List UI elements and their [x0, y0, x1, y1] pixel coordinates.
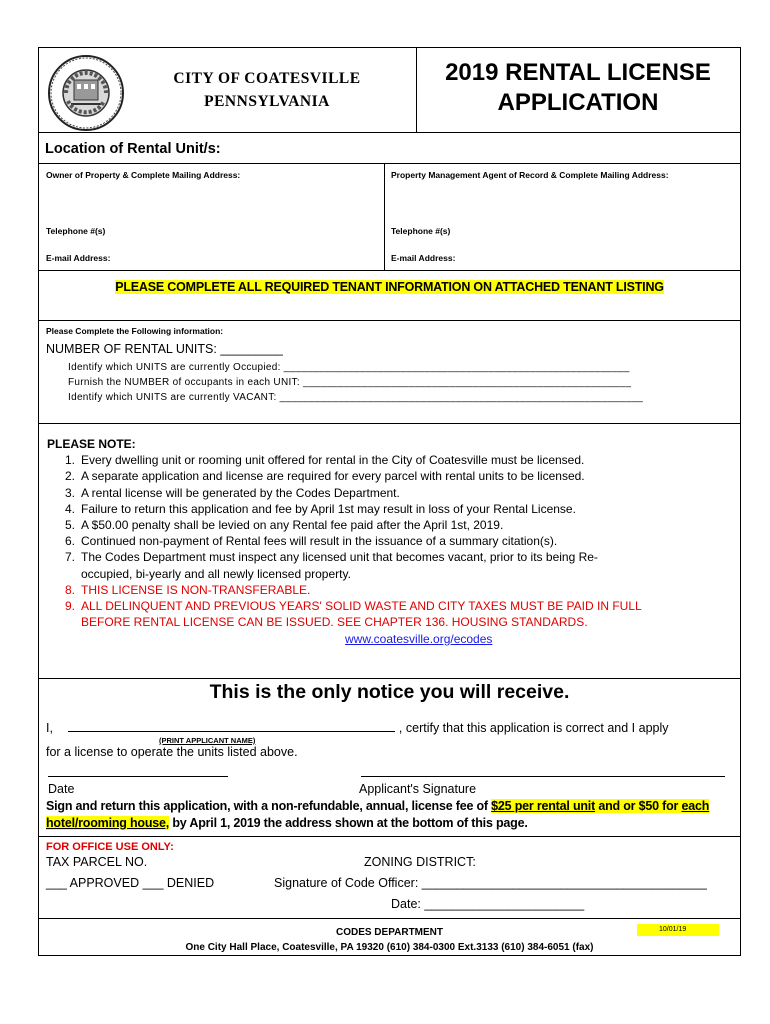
item-text: The Codes Department must inspect any licensed unit that becomes vacant, prior to its being Re-occupied, bi-yearly and all newly licensed property.: [81, 550, 598, 581]
fee-text: Sign and return this application, with a non-refundable, annual, license fee of: [46, 799, 492, 813]
certify-line: [46, 719, 736, 735]
office-date-field[interactable]: Date: _______________________: [391, 897, 585, 911]
occupied-units-field[interactable]: Identify which UNITS are currently Occupied: ___________________________________________________________: [68, 362, 630, 373]
list-item: [55, 517, 707, 533]
item-number: 4.: [64, 501, 75, 516]
state-line: PENNSYLVANIA: [204, 93, 330, 110]
fee-highlight: $25 per rental unit: [491, 799, 596, 813]
page-title: [417, 58, 739, 118]
approval-status-field[interactable]: ___ APPROVED ___ DENIED: [46, 876, 215, 890]
certify-text: , certify that this application is correct and I apply: [398, 721, 669, 735]
divider: [39, 423, 740, 424]
list-item: [55, 485, 707, 501]
date-field[interactable]: [48, 776, 228, 777]
tenant-listing-notice: [39, 280, 740, 294]
list-item: [55, 598, 665, 630]
item-text: Failure to return this application and fee by April 1st may result in loss of your Rental License.: [81, 501, 576, 516]
zoning-district-field[interactable]: ZONING DISTRICT:: [364, 855, 476, 869]
item-number: 6.: [64, 534, 75, 549]
title-line-1: 2019 RENTAL LICENSE: [445, 59, 711, 86]
notes-list: [55, 452, 707, 630]
column-divider: [384, 163, 385, 270]
license-line: for a license to operate the units listed above.: [46, 745, 298, 759]
item-text: Every dwelling unit or rooming unit offered for rental in the City of Coatesville must be licensed.: [81, 453, 585, 468]
fee-instructions: [46, 798, 726, 832]
item-number: 7.: [64, 550, 75, 565]
footer-department: CODES DEPARTMENT: [335, 927, 444, 938]
list-item: [55, 452, 707, 468]
item-text: A $50.00 penalty shall be levied on any Rental fee paid after the April 1st, 2019.: [81, 518, 504, 533]
application-form: [38, 47, 741, 956]
location-heading: Location of Rental Unit/s:: [45, 141, 221, 157]
info-intro: Please Complete the Following information:: [46, 326, 224, 336]
city-name: [127, 67, 407, 113]
office-use-heading: FOR OFFICE USE ONLY:: [46, 841, 174, 853]
fee-highlight: each hotel/rooming house,: [46, 799, 710, 830]
item-number: 1.: [64, 453, 75, 468]
item-text: A rental license will be generated by the Codes Department.: [81, 485, 400, 500]
owner-address-field[interactable]: Owner of Property & Complete Mailing Address:: [46, 170, 241, 180]
vacant-units-field[interactable]: Identify which UNITS are currently VACANT: ______________________________________________________________: [68, 392, 644, 403]
item-number: 2.: [64, 469, 75, 484]
divider: [39, 163, 740, 164]
owner-telephone-field[interactable]: Telephone #(s): [46, 226, 106, 236]
version-badge: 10/01/19: [637, 924, 719, 936]
occupants-field[interactable]: Furnish the NUMBER of occupants in each UNIT: ________________________________________________________: [68, 377, 632, 388]
footer-address: One City Hall Place, Coatesville, PA 19320 (610) 384-0300 Ext.3133 (610) 384-6051 (fax): [185, 942, 594, 953]
list-item: [55, 533, 707, 549]
item-number: 3.: [64, 485, 75, 500]
divider: [39, 132, 740, 133]
print-name-label: (PRINT APPLICANT NAME): [159, 736, 256, 745]
number-units-field[interactable]: NUMBER OF RENTAL UNITS: _________: [46, 342, 283, 356]
item-number: 9.: [64, 599, 75, 614]
tax-parcel-field[interactable]: TAX PARCEL NO.: [46, 855, 148, 869]
fee-text: by April 1, 2019 the address shown at the bottom of this page.: [169, 816, 528, 830]
code-officer-signature-field[interactable]: Signature of Code Officer: _________________________________________: [274, 876, 707, 890]
list-item: [55, 501, 707, 517]
date-label: Date: [48, 782, 75, 796]
agent-address-field[interactable]: Property Management Agent of Record & Complete Mailing Address:: [391, 170, 669, 180]
signature-label: Applicant's Signature: [359, 782, 477, 796]
divider: [39, 270, 740, 271]
divider: [39, 678, 740, 679]
list-item: [55, 468, 707, 484]
codes-link[interactable]: www.coatesville.org/ecodes: [345, 632, 493, 646]
agent-email-field[interactable]: E-mail Address:: [391, 253, 456, 263]
divider: [39, 836, 740, 837]
fee-text-highlighted: and or $50 for: [595, 799, 682, 813]
divider: [39, 918, 740, 919]
agent-telephone-field[interactable]: Telephone #(s): [391, 226, 451, 236]
certify-heading: This is the only notice you will receive.: [209, 681, 570, 703]
signature-field[interactable]: [361, 776, 725, 777]
item-number: 8.: [64, 582, 75, 597]
please-note-heading: PLEASE NOTE:: [47, 437, 136, 451]
i-prefix: I,: [46, 721, 53, 735]
item-number: 5.: [64, 518, 75, 533]
list-item: [55, 549, 645, 581]
applicant-name-field[interactable]: [68, 719, 395, 732]
owner-email-field[interactable]: E-mail Address:: [46, 253, 111, 263]
item-text: Continued non-payment of Rental fees will result in the issuance of a summary citation(s).: [81, 534, 558, 549]
item-text: ALL DELINQUENT AND PREVIOUS YEARS' SOLID WASTE AND CITY TAXES MUST BE PAID IN FULL BEFORE RENTAL LICENSE CAN BE ISSUED. SEE CHAPTER 136. HOUSING STANDARDS.: [81, 599, 642, 630]
divider: [39, 320, 740, 321]
city-line: CITY OF COATESVILLE: [173, 70, 361, 87]
title-line-2: APPLICATION: [497, 89, 659, 116]
please-note-section: [47, 436, 707, 630]
item-text: THIS LICENSE IS NON-TRANSFERABLE.: [81, 582, 311, 597]
item-text: A separate application and license are required for every parcel with rental units to be licensed.: [81, 469, 585, 484]
tenant-notice-text: PLEASE COMPLETE ALL REQUIRED TENANT INFORMATION ON ATTACHED TENANT LISTING: [115, 280, 664, 294]
list-item: [55, 582, 707, 598]
city-seal-icon: [47, 54, 125, 132]
